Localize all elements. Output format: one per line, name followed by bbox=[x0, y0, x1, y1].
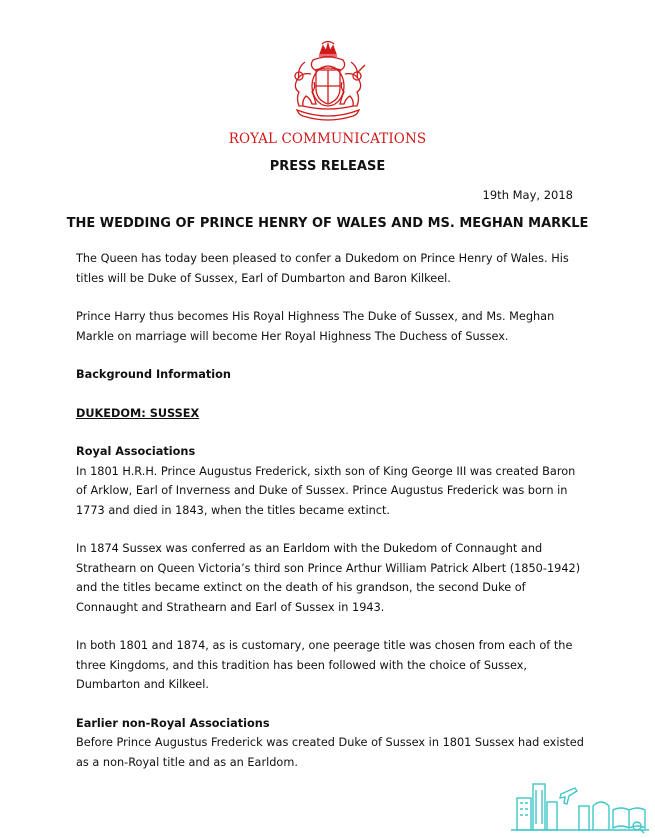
paragraph-titles: Prince Harry thus becomes His Royal Highness The Duke of Sussex, and Ms. Meghan Markle on marriage will become Her Royal Highness The Duchess of Sussex. bbox=[76, 310, 555, 343]
background-heading: Background Information bbox=[76, 368, 231, 381]
headline: THE WEDDING OF PRINCE HENRY OF WALES AND MS. MEGHAN MARKLE bbox=[66, 216, 589, 231]
release-date: 19th May, 2018 bbox=[482, 188, 573, 202]
release-body bbox=[76, 249, 586, 791]
paragraph-1801: In 1801 H.R.H. Prince Augustus Frederick, sixth son of King George III was created Baron of Arklow, Earl of Inverness and Duke of Sussex. Prince Augustus Frederick was born in 1773 and died in 1843, when the titles became extinct. bbox=[76, 464, 576, 517]
paragraph-announcement: The Queen has today been pleased to confer a Dukedom on Prince Henry of Wales. His titles will be Duke of Sussex, Earl of Dumbarton and Baron Kilkeel. bbox=[76, 252, 569, 285]
city-travel-logo-icon bbox=[509, 776, 651, 834]
paragraph-tradition: In both 1801 and 1874, as is customary, one peerage title was chosen from each of the three Kingdoms, and this tradition has been followed with the choice of Sussex, Dumbarton and Kilkeel. bbox=[76, 639, 573, 691]
paragraph-1874: In 1874 Sussex was conferred as an Earldom with the Dukedom of Connaught and Strathearn on Queen Victoria’s third son Prince Arthur William Patrick Albert (1850-1942) and the titles became extinct on the death of his grandson, the second Duke of Connaught and Strathearn and Earl of Sussex in 1943. bbox=[76, 542, 581, 614]
document-type: PRESS RELEASE bbox=[269, 159, 386, 174]
royal-associations-heading: Royal Associations bbox=[76, 445, 196, 458]
non-royal-heading: Earlier non-Royal Associations bbox=[76, 716, 270, 730]
royal-crest-icon bbox=[283, 40, 373, 126]
paragraph-non-royal: Before Prince Augustus Frederick was created Duke of Sussex in 1801 Sussex had existed as a non-Royal title and as an Earldom. bbox=[76, 736, 584, 769]
organization-name: ROYAL COMMUNICATIONS bbox=[228, 131, 427, 147]
dukedom-heading: DUKEDOM: SUSSEX bbox=[76, 406, 200, 420]
